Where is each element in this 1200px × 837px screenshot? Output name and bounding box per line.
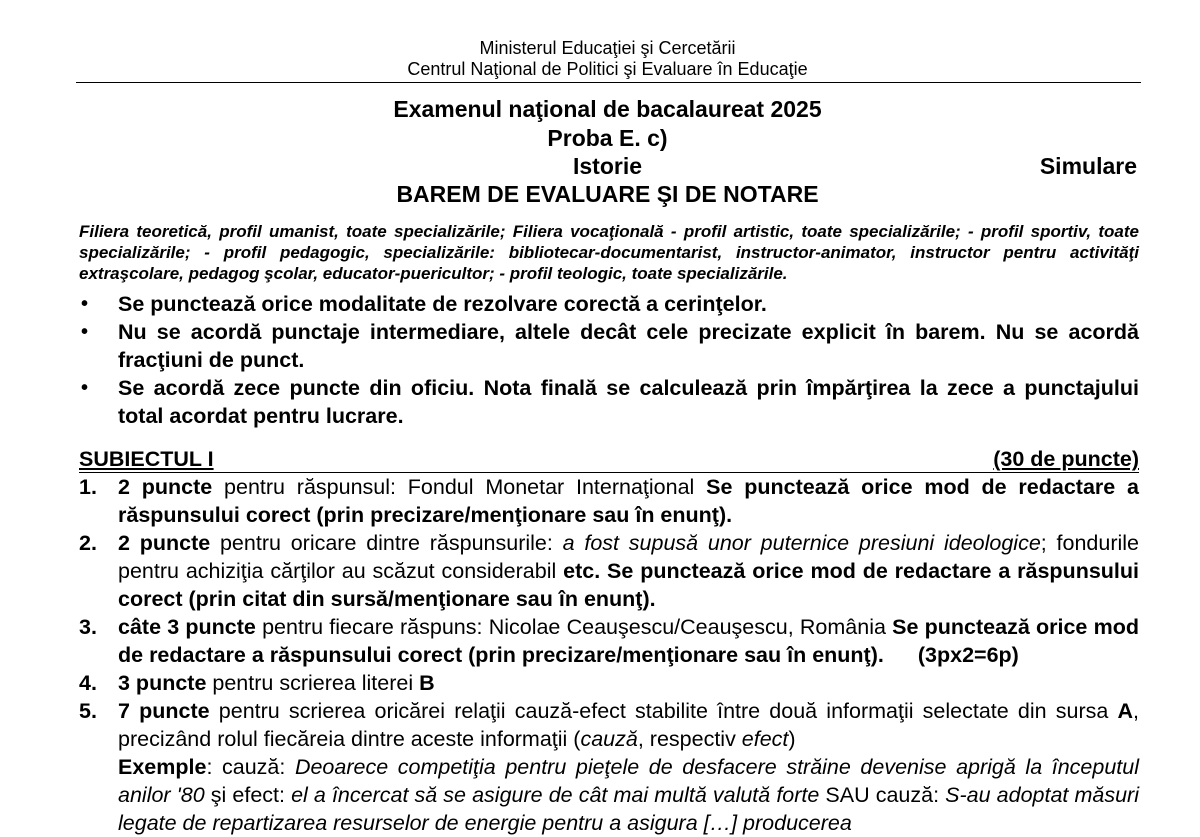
- bullet-icon: •: [81, 377, 89, 399]
- rule-item: [79, 374, 1139, 430]
- filiera-text: Filiera teoretică, profil umanist, toate specializările; Filiera vocaţională - profil artistic, toate specializările; - profil sportiv, toate specializările; - profil pedagogic, specializările: bibliotecar-documentarist, instructor-animator, instructor pentru activităţi extraşcolare, pedagog şcolar, educator-puericultor; - profil teologic, toate specializările.: [79, 222, 1139, 283]
- item-text: , precizând rolul fiecăreia dintre aceste informaţii (: [118, 699, 1140, 751]
- item-quote: Deoarece competiţia pentru pieţele de desfacere străine devenise aprigă la începutul anilor '80: [118, 755, 1140, 807]
- item-quote: S-au adoptat măsuri legate de repartizarea resurselor de energie pentru a asigura […] producerea: [118, 783, 1139, 835]
- item-text: ): [788, 727, 796, 751]
- rule-item: [79, 290, 1139, 318]
- center-line: Centrul Naţional de Politici şi Evaluare în Educaţie: [407, 59, 808, 79]
- answer-item-2: [79, 529, 1139, 613]
- bullet-icon: •: [81, 293, 89, 315]
- rule-item: [79, 318, 1139, 374]
- item-text: , respectiv: [637, 727, 742, 751]
- item-number: 5.: [79, 699, 97, 723]
- item-text: ; fondurile pentru achiziţia cărţilor au scăzut considerabil: [118, 531, 1140, 583]
- item-text: pentru fiecare răspuns: Nicolae Ceauşescu/Ceauşescu, România: [255, 615, 893, 639]
- answer-item-5: [79, 697, 1139, 837]
- item-text: pentru răspunsul: Fondul Monetar Internaţional: [212, 475, 707, 499]
- item-points: 2 puncte: [118, 531, 211, 555]
- item-note: etc. Se punctează orice mod de redactare a răspunsului corect (prin citat din sursă/menţionare sau în enunţ).: [118, 559, 1139, 611]
- barem-title: BAREM DE EVALUARE ŞI DE NOTARE: [396, 181, 819, 207]
- ministry-line: Ministerul Educaţiei şi Cercetării: [479, 38, 736, 58]
- item-quote: cauză: [580, 727, 638, 751]
- session-label: Simulare: [1039, 153, 1137, 179]
- item-answer-letter: B: [419, 671, 435, 695]
- rule-text: Nu se acordă punctaje intermediare, altele decât cele precizate explicit în barem. Nu se acordă fracţiuni de punct.: [118, 320, 1139, 372]
- proba-title: Proba E. c): [547, 125, 668, 151]
- item-points: 2 puncte: [118, 475, 213, 499]
- rule-text: Se acordă zece puncte din oficiu. Nota finală se calculează prin împărţirea la zece a punctajului total acordat pentru lucrare.: [118, 376, 1139, 428]
- item-quote: efect: [741, 727, 789, 751]
- item-note: Se punctează orice mod de redactare a răspunsului corect (prin precizare/menţionare sau în enunţ).: [118, 475, 1139, 527]
- answer-key-list: [79, 473, 1139, 837]
- item-score-formula: (3px2=6p): [917, 643, 1019, 667]
- rule-text: Se punctează orice modalitate de rezolvare corectă a cerinţelor.: [118, 292, 767, 316]
- bullet-icon: •: [81, 321, 89, 343]
- answer-item-1: [79, 473, 1139, 529]
- section-title: SUBIECTUL I: [79, 447, 214, 471]
- item-number: 1.: [79, 475, 97, 499]
- item-text: SAU cauză:: [819, 783, 946, 807]
- general-rules-list: [79, 290, 1139, 430]
- item-quote: a fost supusă unor puternice presiuni ideologice: [562, 531, 1041, 555]
- item-number: 4.: [79, 671, 97, 695]
- item-source-letter: A: [1117, 699, 1134, 723]
- item-quote: el a încercat să se asigure de cât mai multă valută forte: [291, 783, 820, 807]
- exam-title: Examenul naţional de bacalaureat 2025: [393, 96, 822, 122]
- item-text: şi efect:: [204, 783, 292, 807]
- item-points: 3 puncte: [118, 671, 207, 695]
- item-points: 7 puncte: [118, 699, 210, 723]
- section-heading: [79, 446, 1139, 473]
- item-text: pentru scrierea literei: [206, 671, 420, 695]
- item-note: Se punctează orice mod de redactare a răspunsului corect (prin precizare/menţionare sau în enunţ).: [118, 615, 1139, 667]
- examples-label: Exemple: [118, 755, 207, 779]
- answer-item-4: [79, 669, 1139, 697]
- header-divider: [76, 82, 1141, 83]
- item-text: pentru scrierea oricărei relaţii cauză-efect stabilite între două informaţii selectate din sursa: [209, 699, 1118, 723]
- item-number: 2.: [79, 531, 97, 555]
- item-number: 3.: [79, 615, 97, 639]
- document-header: [0, 38, 1200, 80]
- section-points: (30 de puncte): [993, 447, 1139, 471]
- item-text: : cauză:: [206, 755, 295, 779]
- answer-item-3: [79, 613, 1139, 669]
- subject-title: Istorie: [572, 153, 643, 179]
- item-points: câte 3 puncte: [118, 615, 256, 639]
- item-text: pentru oricare dintre răspunsurile:: [210, 531, 563, 555]
